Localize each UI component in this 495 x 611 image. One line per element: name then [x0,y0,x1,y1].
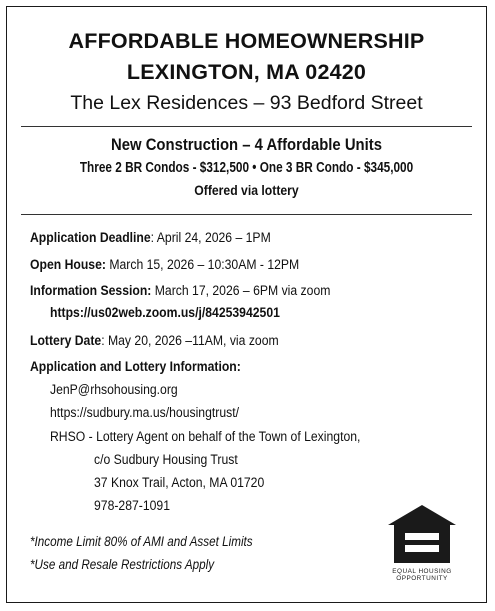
house-icon [384,501,460,567]
divider-bottom [21,214,472,215]
contact-email[interactable]: JenP@rhsohousing.org [50,382,178,398]
lottery-value: : May 20, 2026 –11AM, via zoom [101,333,279,349]
zoom-link[interactable]: https://us02web.zoom.us/j/84253942501 [50,305,280,321]
phone-number: 978-287-1091 [94,498,170,514]
lottery-label: Lottery Date [30,333,102,349]
offer-prices: Three 2 BR Condos - $312,500 • One 3 BR Condo - $345,000 [79,160,414,176]
logo-caption-1: EQUAL HOUSING [392,568,452,575]
deadline-value: : April 24, 2026 – 1PM [150,230,271,246]
property-subtitle: The Lex Residences – 93 Bedford Street [70,92,423,114]
offer-title: New Construction – 4 Affordable Units [111,136,382,154]
logo-caption-2: OPPORTUNITY [396,575,448,582]
info-session-label: Information Session: [30,283,152,299]
lottery-date [30,333,279,349]
resale-note: *Use and Resale Restrictions Apply [30,557,215,572]
open-house-label: Open House: [30,257,106,273]
care-of: c/o Sudbury Housing Trust [94,452,238,468]
information-session [30,283,330,299]
offer-method: Offered via lottery [194,183,299,199]
equal-housing-logo [384,501,460,591]
contact-website[interactable]: https://sudbury.ma.us/housingtrust/ [50,405,239,421]
divider-top [21,126,472,127]
info-session-value: March 17, 2026 – 6PM via zoom [151,283,331,299]
open-house-value: March 15, 2026 – 10:30AM - 12PM [105,257,300,273]
headline-line-1: AFFORDABLE HOMEOWNERSHIP [68,29,425,53]
headline-line-2: LEXINGTON, MA 02420 [126,60,367,84]
deadline-label: Application Deadline [30,230,151,246]
contact-heading: Application and Lottery Information: [30,359,241,375]
income-limit-note: *Income Limit 80% of AMI and Asset Limits [30,534,253,549]
housing-ad [6,6,487,603]
mailing-address: 37 Knox Trail, Acton, MA 01720 [94,475,265,491]
lottery-agent: RHSO - Lottery Agent on behalf of the Town of Lexington, [50,429,361,445]
application-deadline [30,230,271,246]
open-house [30,257,299,273]
